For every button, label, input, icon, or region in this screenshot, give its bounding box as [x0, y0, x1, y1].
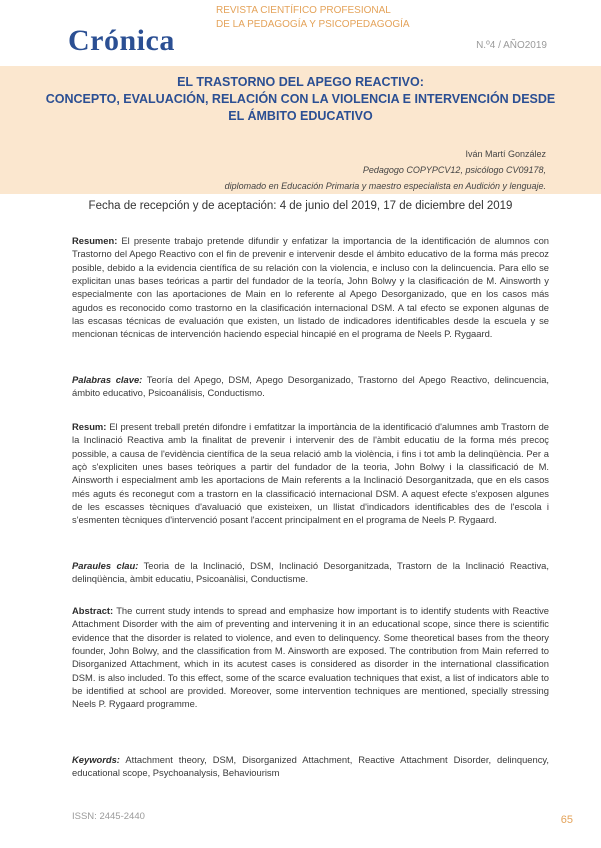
issn: ISSN: 2445-2440: [72, 811, 145, 822]
issue-number: N.º4 / AÑO2019: [476, 40, 547, 51]
abstract-keywords: [72, 753, 549, 780]
journal-name: [216, 4, 410, 32]
page-number: 65: [560, 814, 573, 826]
author-band: [0, 142, 601, 194]
abstract-paragraph: [72, 604, 549, 711]
article-title-line-1: EL TRASTORNO DEL APEGO REACTIVO:: [177, 75, 424, 89]
author-role-1: Pedagogo COPYPCV12, psicólogo CV09178,: [362, 165, 546, 175]
journal-header: [0, 0, 601, 66]
author-role-2: diplomado en Educación Primaria y maestro especialista en Audición y lenguaje.: [224, 181, 546, 191]
resumen-keywords: [72, 373, 549, 400]
resum-label: Resum:: [72, 421, 107, 432]
resumen-text: El presente trabajo pretende difundir y enfatizar la importancia de la identificación de alumnos con Trastorno del Apego Reactivo con el fin de prevenir e intervenir desde el ámbito educativo de la forma más precoz posible, debido a la evidencia científica de su relación con la violencia, e incluso con la delincuencia. Para ello se explicitan unas bases teóricas a partir del fundador de la teoría, John Bolwy y la clasificación de M. Ainsworth y especialmente con las aportaciones de Main en lo referente al Apego Desorganizado, que en los casos más agudos es reconocido como trastorno en la clasificación internacional DSM. A tal efecto se exponen algunas de las escasas técnicas de evaluación que existen, un listado de indicadores identificables desde la escuela y se mencionan técnicas de intervención haciendo especial hincapié en el programa de Neels P. Rygaard.: [72, 235, 549, 340]
resumen-label: Resumen:: [72, 235, 118, 246]
journal-logo: Crónica: [68, 24, 175, 57]
resum-keywords: [72, 559, 549, 586]
abstract-label: Abstract:: [72, 605, 114, 616]
abstract-keywords-label: Keywords:: [72, 754, 120, 765]
reception-dates: Fecha de recepción y de aceptación: 4 de junio del 2019, 17 de diciembre del 2019: [88, 200, 513, 212]
abstract-keywords-text: Attachment theory, DSM, Disorganized Attachment, Reactive Attachment Disorder, delinquency, educational scope, Psychoanalysis, Behaviourism: [72, 754, 549, 779]
article-title-line-2: CONCEPTO, EVALUACIÓN, RELACIÓN CON LA VIOLENCIA E INTERVENCIÓN DESDE EL ÁMBITO EDUCATIVO: [45, 92, 556, 123]
resum-text: El present treball pretén difondre i emfatitzar la importància de la identificació d'alumnes amb Trastorn de la Inclinació Reactiva amb la finalitat de prevenir i intervenir des de l'àmbit educatiu de la forma més precoç possible, a causa de l'evidència científica de la seua relació amb la violència, i fins i tot amb la delinqüència. Per a açò s'expliciten unes bases teòriques a partir del fundador de la teoria, John Bolwy i la classificació de M. Ainsworth i especialment amb les aportacions de Main referents a la Inclinació Desorganitzada, que en els casos més aguts és reconegut com a trastorn en la classificació internacional DSM. A aquest efecte s'exposen algunes de les escasses tècniques d'avaluació que existeixen, un llistat d'indicadors identificables des de l'escola i s'esmenten tècniques d'intervenció posant l'accent principalment en el programa de Neels P. Rygaard.: [72, 421, 550, 526]
resumen-keywords-label: Palabras clave:: [72, 374, 143, 385]
title-band: [0, 66, 601, 142]
resum-keywords-text: Teoria de la Inclinació, DSM, Inclinació Desorganitzada, Trastorn de la Inclinació Reactiva, delinqüència, àmbit educatiu, Psicoanàlisi, Conductisme.: [72, 560, 549, 585]
resum-paragraph: [72, 420, 549, 527]
resum-keywords-label: Paraules clau:: [72, 560, 139, 571]
resumen-keywords-text: Teoría del Apego, DSM, Apego Desorganizado, Trastorno del Apego Reactivo, delincuencia, ámbito educativo, Psicoanálisis, Conductismo.: [72, 374, 550, 399]
resumen-paragraph: [72, 234, 549, 341]
journal-name-line-2: DE LA PEDAGOGÍA Y PSICOPEDAGOGÍA: [216, 19, 410, 30]
abstract-text: The current study intends to spread and emphasize how important is to identify students with Reactive Attachment Disorder with the aim of preventing and intervening it in an educational scope, since there is scientific evidence that the disorder is related to violence, and even to delinquency. Some theoretical bases from the theory founder, John Bolwy, and the classification from M. Ainsworth are exposed. The contribution from Main referred to Disorganized Attachment, which in its acutest cases is considered as disorder in the international classification DSM. is also included. To this effect, some of the scarce evaluation techniques that exist, a list of indicators able to be identified at school are provided. Moreover, some intervention techniques are mentioned, specially stressing Neels P. Rygaard programme.: [72, 605, 549, 710]
author-name: Iván Martí González: [465, 149, 546, 159]
journal-name-line-1: REVISTA CIENTÍFICO PROFESIONAL: [216, 5, 391, 16]
